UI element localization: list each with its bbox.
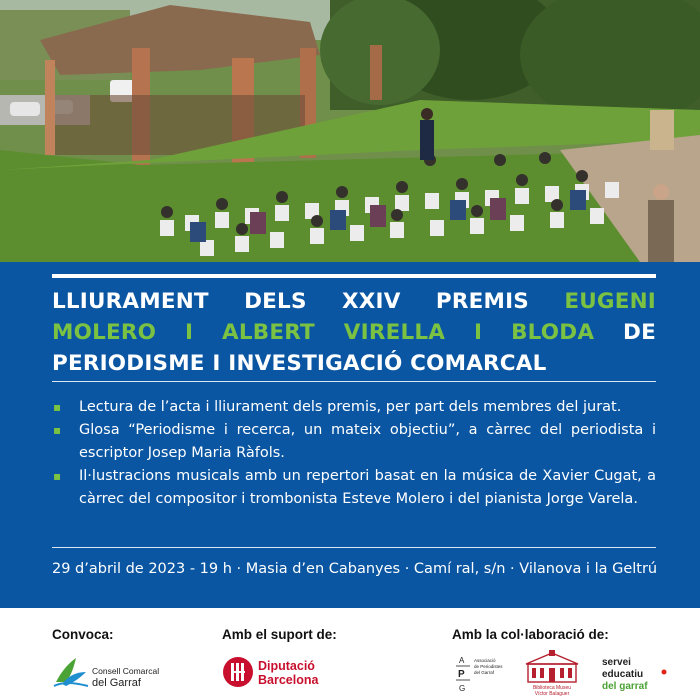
program-list: [52, 396, 656, 511]
associacio-periodistes-logo[interactable]: [452, 652, 514, 694]
program-item-text: Lectura de l’acta i lliurament dels premis, per part dels membres del jurat.: [79, 399, 622, 415]
apg-letter-g: G: [459, 684, 466, 693]
diputacio-line1: Diputació: [258, 659, 315, 673]
middle-divider: [52, 381, 656, 382]
program-item: [52, 396, 656, 419]
apg-letter-a: A: [459, 656, 465, 665]
bullet-icon: ▪: [53, 423, 62, 437]
collaboration-label: Amb la col·laboració de:: [452, 627, 609, 642]
ccg-line1: Consell Comarcal: [92, 666, 160, 676]
bullet-icon: ▪: [53, 400, 62, 414]
biblioteca-museu-logo[interactable]: [522, 650, 582, 696]
servei-line2: educatiu: [602, 669, 644, 680]
apg-line3: del Garraf: [474, 670, 495, 675]
diputacio-barcelona-logo[interactable]: [222, 654, 332, 690]
apg-line1: Associació: [474, 658, 496, 663]
diputacio-line2: Barcelona: [258, 673, 319, 687]
biblioteca-line1: Biblioteca Museu: [532, 685, 572, 691]
ccg-emblem-icon: [52, 652, 172, 692]
support-label: Amb el suport de:: [222, 627, 337, 642]
ccg-line2: del Garraf: [92, 677, 141, 689]
servei-educatiu-logo[interactable]: [600, 654, 670, 694]
convoca-label: Convoca:: [52, 627, 114, 642]
apg-emblem-icon: [452, 652, 514, 694]
apg-line2: de Periodistes: [474, 664, 503, 669]
event-photo-illustration: [0, 0, 700, 262]
diputacio-emblem-icon: [222, 654, 332, 690]
bullet-icon: ▪: [53, 469, 62, 483]
servei-line3: del garraf: [602, 681, 648, 692]
program-item: [52, 465, 656, 511]
title-award-names: EUGENI MOLERO I ALBERT VIRELLA I BLODA: [52, 289, 656, 345]
title-part-3: DE PERIODISME I INVESTIGACIÓ COMARCAL: [52, 320, 656, 376]
top-divider: [52, 274, 656, 278]
biblioteca-line2: Víctor Balaguer: [534, 691, 570, 696]
museum-building-icon: [522, 650, 582, 696]
title-part-1: LLIURAMENT DELS XXIV PREMIS: [52, 289, 565, 314]
servei-educatiu-wordmark: [600, 654, 670, 694]
servei-line1: servei: [602, 657, 631, 668]
program-item-text: Glosa “Periodisme i recerca, un mateix objectiu”, a càrrec del periodista i escriptor Josep Maria Ràfols.: [79, 422, 656, 461]
info-panel: [0, 262, 700, 608]
event-title: [52, 286, 656, 379]
event-date-location: 29 d’abril de 2023 - 19 h · Masia d’en Cabanyes · Camí ral, s/n · Vilanova i la Geltrú: [52, 561, 658, 577]
apg-letter-p: P: [458, 669, 465, 680]
consell-comarcal-garraf-logo[interactable]: [52, 652, 172, 692]
sponsors-footer: [0, 608, 700, 700]
program-item-text: Il·lustracions musicals amb un repertori basat en la música de Xavier Cugat, a càrrec del compositor i trombonista Esteve Molero i del pianista Jorge Varela.: [79, 468, 656, 507]
event-photo: [0, 0, 700, 262]
program-item: [52, 419, 656, 465]
bottom-divider: [52, 547, 656, 548]
